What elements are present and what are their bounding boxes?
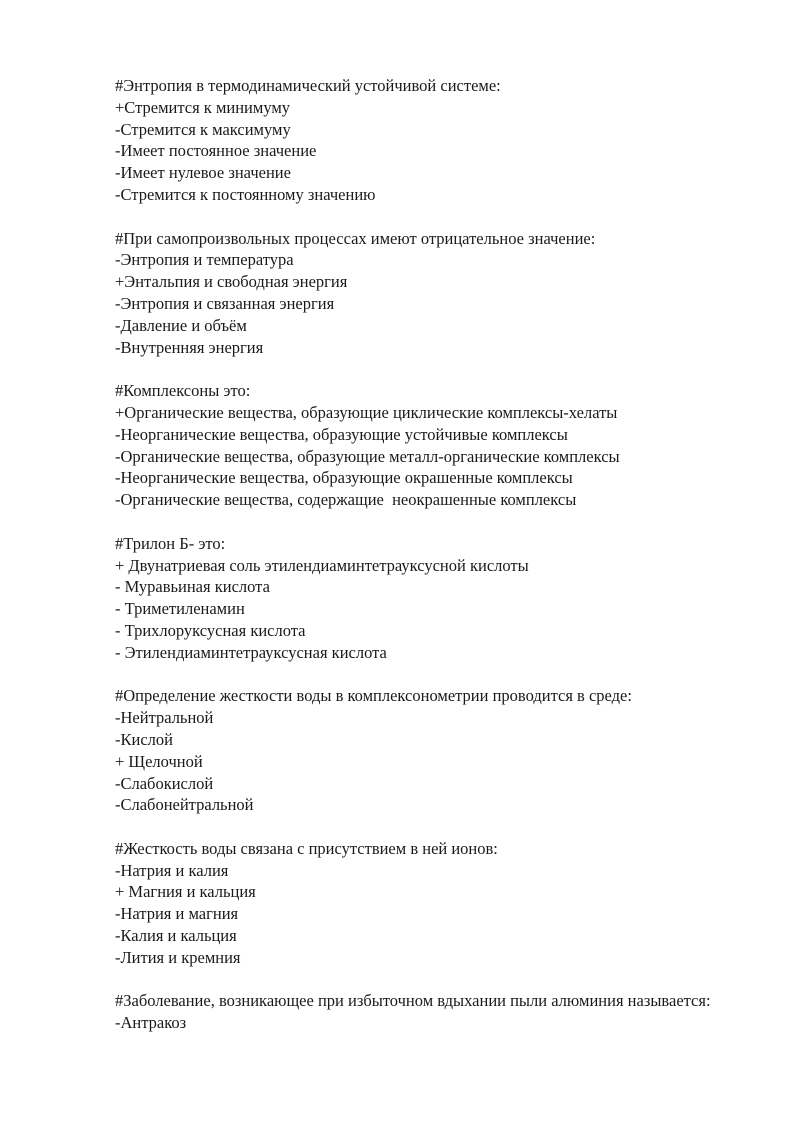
answer-option: -Антракоз: [115, 1013, 187, 1033]
answer-option: - Триметиленамин: [115, 599, 245, 619]
question-block-5: [115, 685, 755, 816]
answer-option: -Натрия и магния: [115, 904, 239, 924]
answer-option: -Внутренняя энергия: [115, 337, 264, 357]
question-text: #Комплексоны это:: [115, 381, 251, 401]
answer-option: - Этилендиаминтетрауксусная кислота: [115, 642, 387, 662]
question-text: #Трилон Б- это:: [115, 533, 226, 553]
answer-option: -Стремится к постоянному значению: [115, 184, 376, 204]
answer-option: -Органические вещества, содержащие неокрашенные комплексы: [115, 490, 577, 510]
question-block-3: [115, 380, 755, 511]
question-block-4: [115, 533, 755, 664]
answer-option: - Муравьиная кислота: [115, 577, 270, 597]
document-page: [115, 75, 755, 1056]
answer-option: -Имеет постоянное значение: [115, 141, 317, 161]
question-text: #Заболевание, возникающее при избыточном вдыхании пыли алюминия называется:: [115, 991, 711, 1011]
answer-option: -Неорганические вещества, образующие окрашенные комплексы: [115, 468, 573, 488]
answer-option: +Энтальпия и свободная энергия: [115, 272, 348, 292]
answer-option: -Нейтральной: [115, 708, 214, 728]
question-text: #При самопроизвольных процессах имеют отрицательное значение:: [115, 228, 596, 248]
answer-option: -Имеет нулевое значение: [115, 163, 291, 183]
question-text: #Энтропия в термодинамический устойчивой системе:: [115, 76, 501, 95]
answer-option: -Натрия и калия: [115, 860, 229, 880]
answer-option: + Двунатриевая соль этилендиаминтетрауксусной кислоты: [115, 555, 529, 575]
answer-option: -Энтропия и температура: [115, 250, 294, 270]
answer-option: + Магния и кальция: [115, 882, 256, 902]
answer-option: -Органические вещества, образующие металл-органические комплексы: [115, 446, 620, 466]
answer-option: -Слабокислой: [115, 773, 214, 793]
answer-option: - Трихлоруксусная кислота: [115, 620, 306, 640]
answer-option: -Слабонейтральной: [115, 795, 254, 815]
question-text: #Жесткость воды связана с присутствием в ней ионов:: [115, 838, 498, 858]
question-block-2: [115, 228, 755, 359]
answer-option: -Лития и кремния: [115, 947, 241, 967]
answer-option: -Калия и кальция: [115, 926, 237, 946]
question-block-1: [115, 75, 755, 206]
question-block-6: [115, 838, 755, 969]
question-block-7: [115, 990, 755, 1034]
question-text: #Определение жесткости воды в комплексонометрии проводится в среде:: [115, 686, 632, 706]
answer-option: -Кислой: [115, 729, 173, 749]
answer-option: +Органические вещества, образующие циклические комплексы-хелаты: [115, 402, 618, 422]
answer-option: + Щелочной: [115, 751, 203, 771]
answer-option: +Стремится к минимуму: [115, 97, 291, 117]
answer-option: -Неорганические вещества, образующие устойчивые комплексы: [115, 424, 568, 444]
answer-option: -Стремится к максимуму: [115, 119, 291, 139]
answer-option: -Энтропия и связанная энергия: [115, 293, 335, 313]
answer-option: -Давление и объём: [115, 315, 247, 335]
